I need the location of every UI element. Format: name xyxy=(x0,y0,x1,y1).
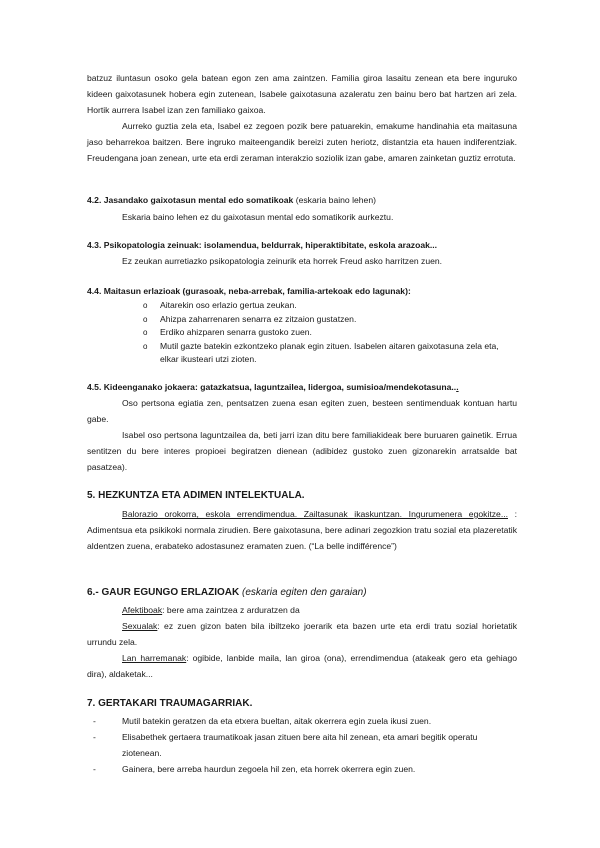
sexual-relations xyxy=(87,618,517,650)
dash-marker: - xyxy=(93,716,96,726)
work-text: : ogibide, lanbide maila, lan giroa (ona), errendimendua (atakeak gero eta gehiago dira), aldaketak... xyxy=(87,653,518,679)
section-5-paragraph xyxy=(87,506,517,554)
section-4-2-text: Eskaria baino lehen ez du gaixotasun mental edo somatikorik aurkeztu. xyxy=(122,212,394,222)
list-item xyxy=(87,713,517,729)
affective-relations xyxy=(122,602,517,618)
section-6-title: 6.- GAUR EGUNGO ERLAZIOAK xyxy=(87,587,240,598)
trauma-list xyxy=(87,713,517,777)
work-relations xyxy=(87,650,517,682)
list-item xyxy=(87,729,517,761)
section-6-heading xyxy=(87,586,367,600)
list-item xyxy=(87,313,517,327)
section-6-note: (eskaria egiten den garaian) xyxy=(239,587,367,598)
work-label: Lan harremanak xyxy=(122,653,187,663)
list-item-text: Aitarekin oso erlazio gertua zeukan. xyxy=(160,300,297,310)
section-4-2-heading xyxy=(87,193,527,207)
sexual-label: Sexualak xyxy=(122,621,158,631)
list-item xyxy=(87,326,517,340)
affective-label: Afektiboak xyxy=(122,605,163,615)
bullet-marker: o xyxy=(143,314,148,324)
relations-list xyxy=(87,299,517,367)
section-4-3-heading: 4.3. Psikopatologia zeinuak: isolamendua, beldurrak, hiperaktibitate, eskola arazoak... xyxy=(87,240,438,250)
section-4-5-paragraph-1: Oso pertsona egiatia zen, pentsatzen zuena esan egiten zuen, besteen sentimenduak kontuan hartu gabe. xyxy=(87,398,517,424)
list-item-text: Gainera, bere arreba haurdun zegoela hil zen, eta horrek okerrera egin zuen. xyxy=(122,764,416,774)
section-5-heading: 5. HEZKUNTZA ETA ADIMEN INTELEKTUALA. xyxy=(87,490,305,501)
list-item xyxy=(87,299,517,313)
bullet-marker: o xyxy=(143,328,148,337)
dash-marker: - xyxy=(93,732,96,742)
list-item-text: Elisabethek gertaera traumatikoak jasan zituen bere aita hil zenean, eta amari begitik operatu ziotenean. xyxy=(122,732,478,758)
list-item xyxy=(87,340,517,367)
section-5-text: : Adimentsua eta psikikoki normala zirudien. Bere gaixotasuna, bere adinari zegozkion tratu sozial eta plazeretatik aldentzen zuena, erabateko adostasunez eramaten zuen. (“La belle indifférence”) xyxy=(87,509,517,551)
section-5-lead: Balorazio orokorra, eskola errendimendua. Zailtasunak ikaskuntzan. Ingurumenera egokitze... xyxy=(122,509,508,519)
bullet-marker: o xyxy=(143,301,148,310)
affective-text: : bere ama zaintzea z arduratzen da xyxy=(162,605,300,615)
section-4-2-note: (eskaria baino lehen) xyxy=(293,195,376,205)
section-4-5-paragraph-2: Isabel oso pertsona laguntzailea da, beti jarri izan ditu bere familiakideak bere buruaren gainetik. Errua sentitzen du bere interes propioei begiratzen dienean (adibidez gustoko zuen gizonarekin arratsalde bat pasatzea). xyxy=(87,430,517,472)
section-4-5-title: 4.5. Kideenganako jokaera: gatazkatsua, laguntzailea, lidergoa, sumisioa/mendekotasuna.. xyxy=(87,382,457,392)
list-item-text: Mutil gazte batekin ezkontzeko planak egin zituen. Isabelen aitaren gaixotasuna zela eta, elkar ikusteari utzi zioten. xyxy=(160,340,499,364)
list-item-text: Mutil batekin geratzen da eta etxera bueltan, aitak okerrera egin zuela ikusi zuen. xyxy=(122,716,432,726)
dash-marker: - xyxy=(93,764,96,774)
list-item-text: Ahizpa zaharrenaren senarra ez zitzaion gustatzen. xyxy=(160,313,357,324)
section-7-heading: 7. GERTAKARI TRAUMAGARRIAK. xyxy=(87,698,253,709)
section-4-3-text: Ez zeukan aurretiazko psikopatologia zeinurik eta horrek Freud asko harritzen zuen. xyxy=(122,256,443,266)
list-item-text: Erdiko ahizparen senarra gustoko zuen. xyxy=(160,327,312,337)
sexual-text: : ez zuen gizon baten bila ibiltzeko joerarik eta bazen urte eta erdi tratu sozial horietatik urrundu zela. xyxy=(87,621,517,647)
section-4-5-heading xyxy=(87,380,527,394)
intro-paragraph-1: batzuz iluntasun osoko gela batean egon zen ama zaintzen. Familia giroa lasaitu zenean eta bere inguruko kideen gaixotasunek hobera egin zutenean, Isabele gaixotasuna azaleratu zen bainu bero bat hartzen ari zela. Hortik aurrera Isabel izan zen familiako gaixoa. xyxy=(87,73,517,115)
section-4-4-heading: 4.4. Maitasun erlazioak (gurasoak, neba-arrebak, familia-artekoak edo lagunak): xyxy=(87,286,411,296)
section-4-5-tail: . xyxy=(456,382,459,392)
list-item xyxy=(87,761,517,777)
intro-paragraph-2: Aurreko guztia zela eta, Isabel ez zegoen pozik bere patuarekin, emakume handinahia eta maitasuna jaso beharrekoa baitzen. Bere ingruko maiteengandik bereizi zuten heriotz, distantzia eta hauen indiferentziak. Freudengana joan zenean, urte eta erdi zeraman interakzio soziolik izan gabe, amaren zainketan guztiz errotuta. xyxy=(87,121,517,163)
section-4-2-title: 4.2. Jasandako gaixotasun mental edo somatikoak xyxy=(87,195,294,205)
bullet-marker: o xyxy=(143,341,148,351)
